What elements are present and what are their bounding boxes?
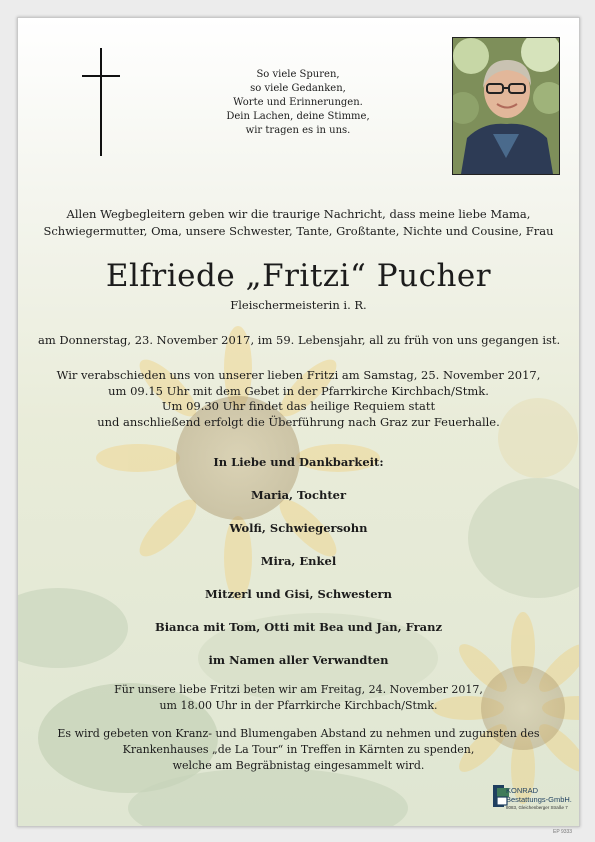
- funeral-line: Um 09.30 Uhr findet das heilige Requiem statt: [161, 399, 436, 413]
- mourner-entry: Wolfi, Schwiegersohn: [229, 521, 368, 535]
- mourners-list: [38, 454, 559, 685]
- poem-line: so viele Gedanken,: [250, 83, 346, 94]
- deceased-profession: Fleischermeisterin i. R.: [230, 298, 367, 312]
- intro-text: [38, 206, 559, 240]
- funeral-line: um 09.15 Uhr mit dem Gebet in der Pfarrkirche Kirchbach/Stmk.: [108, 383, 489, 398]
- cross-icon: [82, 48, 122, 156]
- logo-company-type: Bestattungs-GmbH.: [506, 795, 572, 804]
- prayer-line: Für unsere liebe Fritzi beten wir am Freitag, 24. November 2017,: [114, 683, 483, 696]
- mourner-heading: In Liebe und Dankbarkeit:: [213, 455, 384, 469]
- request-line: welche am Begräbnistag eingesammelt wird.: [172, 759, 425, 772]
- logo-company-name: KONRAD: [506, 786, 539, 795]
- deceased-name: Elfriede „Fritzi“ Pucher: [105, 258, 492, 294]
- mourner-entry: Mitzerl und Gisi, Schwestern: [205, 587, 392, 601]
- funeral-home-logo: [492, 782, 572, 822]
- prayer-notice: [38, 682, 559, 714]
- mourner-entry: Mira, Enkel: [260, 554, 337, 568]
- poem-line: So viele Spuren,: [256, 69, 340, 80]
- portrait-photo: [452, 37, 560, 175]
- request-line: Krankenhauses „de La Tour“ in Treffen in Kärnten zu spenden,: [122, 743, 475, 756]
- poem-line: wir tragen es in uns.: [245, 125, 351, 136]
- request-line: Es wird gebeten von Kranz- und Blumengaben Abstand zu nehmen und zugunsten des: [57, 727, 540, 740]
- obituary-page: [17, 17, 580, 827]
- donation-request: [38, 726, 559, 774]
- reference-code: EP 9333: [553, 829, 573, 835]
- poem-line: Dein Lachen, deine Stimme,: [226, 111, 370, 122]
- poem: [198, 68, 398, 138]
- funeral-details: [38, 368, 559, 430]
- mourner-entry: Maria, Tochter: [250, 488, 347, 502]
- poem-line: Worte und Erinnerungen.: [233, 97, 363, 108]
- intro-line: Allen Wegbegleitern geben wir die traurige Nachricht, dass meine liebe Mama,: [66, 207, 531, 221]
- prayer-line: um 18.00 Uhr in der Pfarrkirche Kirchbach/Stmk.: [159, 699, 438, 712]
- funeral-line: Wir verabschieden uns von unserer lieben Fritzi am Samstag, 25. November 2017,: [56, 368, 541, 382]
- intro-line: Schwiegermutter, Oma, unsere Schwester, Tante, Großtante, Nichte und Cousine, Frau: [43, 224, 554, 238]
- funeral-line: und anschließend erfolgt die Überführung nach Graz zur Feuerhalle.: [97, 414, 500, 429]
- logo-address: 8083, Gleichenberger Straße 7: [506, 805, 568, 810]
- death-notice: am Donnerstag, 23. November 2017, im 59. Lebensjahr, all zu früh von uns gegangen ist.: [38, 333, 561, 347]
- mourner-entry: Bianca mit Tom, Otti mit Bea und Jan, Franz: [154, 620, 443, 634]
- mourner-entry: im Namen aller Verwandten: [208, 653, 389, 667]
